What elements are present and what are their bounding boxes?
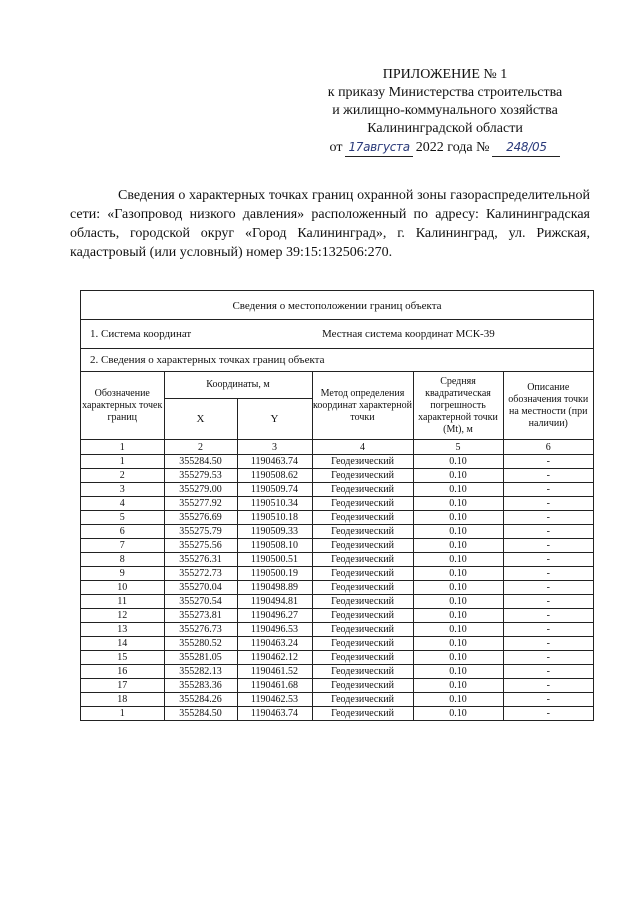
header-designation: Обозначение характерных точек границ	[81, 372, 164, 440]
coord-y: 1190510.34	[237, 497, 312, 511]
coord-x: 355275.79	[164, 525, 237, 539]
order-date-line	[300, 138, 590, 157]
coord-y: 1190496.27	[237, 609, 312, 623]
method-cell: Геодезический	[312, 665, 413, 679]
point-number: 10	[81, 581, 164, 595]
coord-x: 355279.53	[164, 469, 237, 483]
coord-x: 355277.92	[164, 497, 237, 511]
accuracy-cell: 0.10	[413, 707, 503, 721]
header-description: Описание обозначения точки на местности (при наличии)	[503, 372, 593, 440]
table-row	[81, 707, 593, 721]
table-row	[81, 455, 593, 469]
description-cell: -	[503, 483, 593, 497]
table-row	[81, 581, 593, 595]
accuracy-cell: 0.10	[413, 497, 503, 511]
accuracy-cell: 0.10	[413, 567, 503, 581]
table-row	[81, 693, 593, 707]
accuracy-cell: 0.10	[413, 693, 503, 707]
accuracy-cell: 0.10	[413, 483, 503, 497]
accuracy-cell: 0.10	[413, 679, 503, 693]
coord-x: 355281.05	[164, 651, 237, 665]
table-row	[81, 651, 593, 665]
point-number: 4	[81, 497, 164, 511]
table-row	[81, 525, 593, 539]
coord-y: 1190463.74	[237, 455, 312, 469]
table-row	[81, 609, 593, 623]
coord-y: 1190509.33	[237, 525, 312, 539]
header-y: Y	[237, 399, 312, 440]
date-prefix: от	[329, 140, 343, 155]
order-line-1: к приказу Министерства строительства	[327, 85, 563, 100]
description-cell: -	[503, 511, 593, 525]
header-coordinates: Координаты, м	[164, 372, 312, 399]
table-row	[81, 497, 593, 511]
accuracy-cell: 0.10	[413, 623, 503, 637]
coord-x: 355273.81	[164, 609, 237, 623]
accuracy-cell: 0.10	[413, 539, 503, 553]
method-cell: Геодезический	[312, 651, 413, 665]
method-cell: Геодезический	[312, 511, 413, 525]
description-cell: -	[503, 623, 593, 637]
coord-x: 355284.50	[164, 455, 237, 469]
coord-y: 1190496.53	[237, 623, 312, 637]
table-row	[81, 595, 593, 609]
method-cell: Геодезический	[312, 679, 413, 693]
description-cell: -	[503, 595, 593, 609]
table-row	[81, 623, 593, 637]
method-cell: Геодезический	[312, 637, 413, 651]
date-suffix: 2022 года №	[415, 140, 490, 155]
description-cell: -	[503, 497, 593, 511]
header-method: Метод определения координат характерной точки	[312, 372, 413, 440]
order-line-3: Калининградской области	[367, 121, 523, 136]
appendix-title: ПРИЛОЖЕНИЕ № 1	[382, 67, 508, 82]
description-cell: -	[503, 707, 593, 721]
point-number: 11	[81, 595, 164, 609]
coord-y: 1190463.24	[237, 637, 312, 651]
method-cell: Геодезический	[312, 567, 413, 581]
method-cell: Геодезический	[312, 623, 413, 637]
point-number: 14	[81, 637, 164, 651]
accuracy-cell: 0.10	[413, 469, 503, 483]
accuracy-cell: 0.10	[413, 651, 503, 665]
coord-x: 355284.26	[164, 693, 237, 707]
coord-x: 355283.36	[164, 679, 237, 693]
table-row	[81, 511, 593, 525]
document-header	[300, 66, 590, 157]
accuracy-cell: 0.10	[413, 511, 503, 525]
coord-y: 1190500.51	[237, 553, 312, 567]
point-number: 13	[81, 623, 164, 637]
table-row	[81, 483, 593, 497]
description-cell: -	[503, 693, 593, 707]
points-section-label: 2. Сведения о характерных точках границ объекта	[81, 349, 593, 372]
description-cell: -	[503, 567, 593, 581]
order-line-2: и жилищно-коммунального хозяйства	[332, 103, 558, 118]
method-cell: Геодезический	[312, 469, 413, 483]
coord-x: 355284.50	[164, 707, 237, 721]
point-number: 17	[81, 679, 164, 693]
coord-y: 1190494.81	[237, 595, 312, 609]
coord-x: 355270.54	[164, 595, 237, 609]
column-numbers-row	[81, 440, 593, 455]
coord-y: 1190498.89	[237, 581, 312, 595]
method-cell: Геодезический	[312, 483, 413, 497]
point-number: 2	[81, 469, 164, 483]
description-cell: -	[503, 651, 593, 665]
accuracy-cell: 0.10	[413, 581, 503, 595]
coord-y: 1190509.74	[237, 483, 312, 497]
point-number: 7	[81, 539, 164, 553]
accuracy-cell: 0.10	[413, 665, 503, 679]
coord-y: 1190500.19	[237, 567, 312, 581]
coord-y: 1190461.68	[237, 679, 312, 693]
method-cell: Геодезический	[312, 707, 413, 721]
coord-x: 355276.31	[164, 553, 237, 567]
accuracy-cell: 0.10	[413, 553, 503, 567]
coord-x: 355279.00	[164, 483, 237, 497]
coord-y: 1190462.12	[237, 651, 312, 665]
column-number: 1	[81, 440, 164, 455]
table-row	[81, 553, 593, 567]
table-row	[81, 679, 593, 693]
header-accuracy: Средняя квадратическая погрешность характерной точки (Mt), м	[413, 372, 503, 440]
description-cell: -	[503, 609, 593, 623]
table-row	[81, 469, 593, 483]
column-number: 5	[413, 440, 503, 455]
coord-x: 355272.73	[164, 567, 237, 581]
column-number: 3	[237, 440, 312, 455]
method-cell: Геодезический	[312, 581, 413, 595]
description-cell: -	[503, 679, 593, 693]
coord-y: 1190508.62	[237, 469, 312, 483]
column-number: 6	[503, 440, 593, 455]
accuracy-cell: 0.10	[413, 637, 503, 651]
coordinate-system-row	[81, 320, 593, 349]
table-row	[81, 539, 593, 553]
point-number: 9	[81, 567, 164, 581]
point-number: 18	[81, 693, 164, 707]
method-cell: Геодезический	[312, 609, 413, 623]
table-title: Сведения о местоположении границ объекта	[81, 291, 593, 320]
column-number: 4	[312, 440, 413, 455]
coord-x: 355276.73	[164, 623, 237, 637]
method-cell: Геодезический	[312, 497, 413, 511]
point-number: 1	[81, 455, 164, 469]
point-number: 1	[81, 707, 164, 721]
accuracy-cell: 0.10	[413, 609, 503, 623]
point-number: 6	[81, 525, 164, 539]
method-cell: Геодезический	[312, 553, 413, 567]
crs-value: Местная система координат МСК-39	[322, 328, 495, 340]
coord-x: 355282.13	[164, 665, 237, 679]
point-number: 5	[81, 511, 164, 525]
method-cell: Геодезический	[312, 455, 413, 469]
method-cell: Геодезический	[312, 539, 413, 553]
boundary-table	[80, 290, 594, 721]
description-cell: -	[503, 553, 593, 567]
coord-y: 1190463.74	[237, 707, 312, 721]
description-cell: -	[503, 665, 593, 679]
point-number: 15	[81, 651, 164, 665]
coord-x: 355270.04	[164, 581, 237, 595]
coord-y: 1190462.53	[237, 693, 312, 707]
description-cell: -	[503, 455, 593, 469]
points-table	[81, 372, 593, 720]
point-number: 8	[81, 553, 164, 567]
description-cell: -	[503, 469, 593, 483]
coord-y: 1190461.52	[237, 665, 312, 679]
intro-paragraph: Сведения о характерных точках границ охранной зоны газораспределительной сети: «Газопровод низкого давления» расположенный по адресу: Калининградская область, городской округ «Город Калининград», г. Калининград, ул. Рижская, кадастровый (или условный) номер 39:15:132506:270.	[70, 188, 590, 260]
coord-y: 1190510.18	[237, 511, 312, 525]
coord-x: 355275.56	[164, 539, 237, 553]
description-cell: -	[503, 539, 593, 553]
method-cell: Геодезический	[312, 693, 413, 707]
description-cell: -	[503, 637, 593, 651]
description-cell: -	[503, 581, 593, 595]
method-cell: Геодезический	[312, 595, 413, 609]
point-number: 16	[81, 665, 164, 679]
table-row	[81, 567, 593, 581]
point-number: 12	[81, 609, 164, 623]
accuracy-cell: 0.10	[413, 455, 503, 469]
column-number: 2	[164, 440, 237, 455]
header-x: X	[164, 399, 237, 440]
accuracy-cell: 0.10	[413, 595, 503, 609]
coord-x: 355280.52	[164, 637, 237, 651]
table-row	[81, 637, 593, 651]
point-number: 3	[81, 483, 164, 497]
handwritten-order-number: 248/05	[492, 138, 560, 157]
method-cell: Геодезический	[312, 525, 413, 539]
description-cell: -	[503, 525, 593, 539]
crs-label: 1. Система координат	[90, 328, 192, 340]
table-row	[81, 665, 593, 679]
accuracy-cell: 0.10	[413, 525, 503, 539]
coord-y: 1190508.10	[237, 539, 312, 553]
coord-x: 355276.69	[164, 511, 237, 525]
handwritten-date: 17августа	[345, 138, 412, 157]
